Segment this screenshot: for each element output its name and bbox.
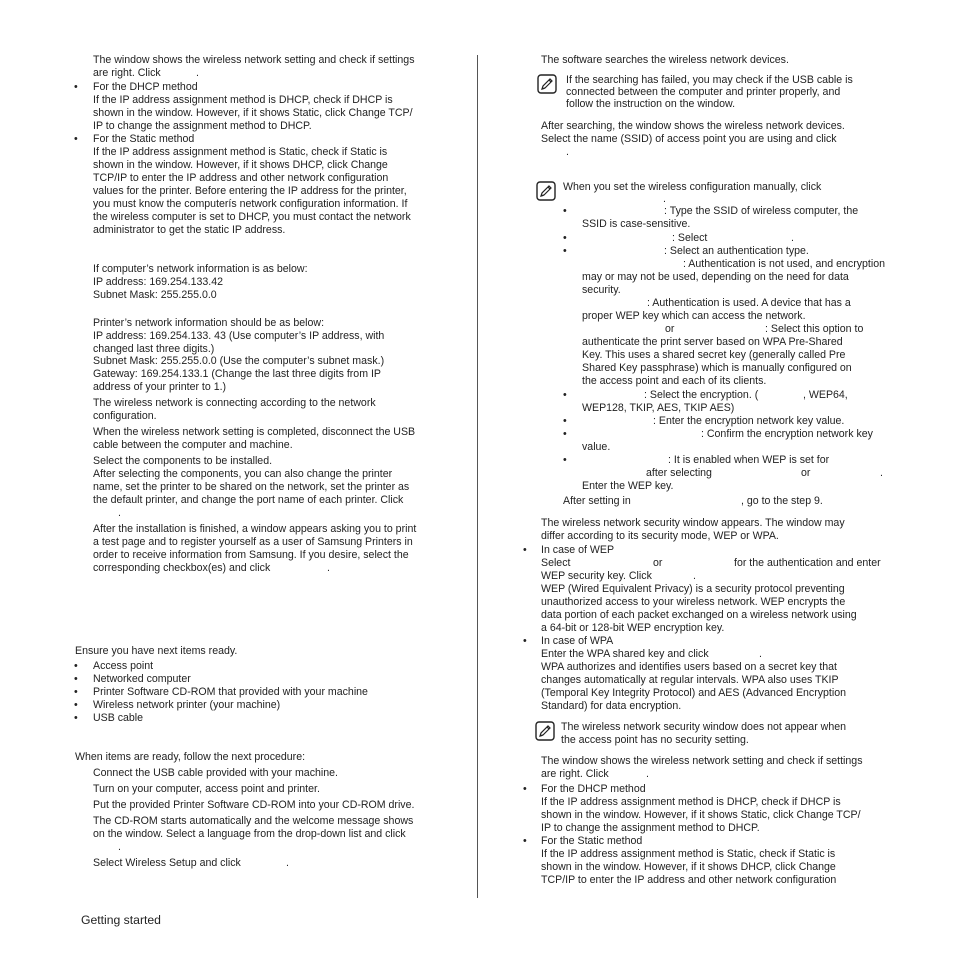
- text-line: a 64-bit or 128-bit WEP encryption key.: [541, 622, 725, 634]
- text-line: If the IP address assignment method is Static, check if Static is: [93, 146, 388, 158]
- period: .: [646, 768, 649, 780]
- text-line: data portion of each packet exchanged on a wireless network using: [541, 609, 857, 621]
- bullet: •: [563, 232, 567, 244]
- text-line: : Select the encryption. (: [644, 389, 759, 401]
- list-item: Networked computer: [93, 673, 191, 685]
- list-item: Wireless network printer (your machine): [93, 699, 281, 711]
- text-line: Select the name (SSID) of access point you are using and click: [541, 133, 837, 145]
- text-line: Gateway: 169.254.133.1 (Change the last three digits from IP: [93, 368, 381, 380]
- text-line: The wireless network security window appears. The window may: [541, 517, 845, 529]
- text-line: Subnet Mask: 255.255.0.0: [93, 289, 217, 301]
- text-line: Select the components to be installed.: [93, 455, 273, 467]
- period: .: [880, 467, 883, 479]
- text-line: shown in the window. However, if it shows DHCP, click Change: [93, 159, 388, 171]
- list-item: Access point: [93, 660, 154, 672]
- text-line: SSID is case-sensitive.: [582, 218, 691, 230]
- period: .: [791, 232, 794, 244]
- bullet: •: [523, 544, 527, 556]
- period: .: [118, 841, 121, 853]
- text-line: IP to change the assignment method to DHCP.: [541, 822, 760, 834]
- text-line: Ensure you have next items ready.: [75, 645, 238, 657]
- text-line: Select: [541, 557, 571, 569]
- text-line: for the authentication and enter: [734, 557, 881, 569]
- text-line: or: [665, 323, 675, 335]
- text-line: (Temporal Key Integrity Protocol) and AES (Advanced Encryption: [541, 687, 847, 699]
- text-line: name, set the printer to be shared on the network, set the printer as: [93, 481, 410, 493]
- text-line: the default printer, and change the port name of each printer. Click: [93, 494, 404, 506]
- text-line: are right. Click: [541, 768, 609, 780]
- text-line: The window shows the wireless network setting and check if settings: [93, 54, 415, 66]
- text-line: address of your printer to 1.): [93, 381, 227, 393]
- text-line: After the installation is finished, a window appears asking you to print: [93, 523, 417, 535]
- text-line: changed last three digits.): [93, 343, 215, 355]
- text-line: you must know the computerís network configuration information. If: [93, 198, 408, 210]
- list-item: Printer Software CD-ROM that provided with your machine: [93, 686, 368, 698]
- bullet: •: [74, 133, 78, 145]
- note-text: connected between the computer and printer properly, and: [566, 86, 841, 98]
- text-line: WEP (Wired Equivalent Privacy) is a security protocol preventing: [541, 583, 845, 595]
- text-line: Enter the WEP key.: [582, 480, 674, 492]
- text-line: The software searches the wireless network devices.: [541, 54, 789, 66]
- note-text: If the searching has failed, you may check if the USB cable is: [566, 74, 853, 86]
- period: .: [118, 507, 121, 519]
- text-line: a test page and to register yourself as a user of Samsung Printers in: [93, 536, 413, 548]
- text-line: Key. This uses a shared secret key (generally called Pre: [582, 349, 846, 361]
- bullet: •: [523, 635, 527, 647]
- text-line: When items are ready, follow the next procedure:: [75, 751, 306, 763]
- text-line: shown in the window. However, if it shows Static, click Change TCP/: [93, 107, 413, 119]
- bullet: •: [74, 673, 78, 685]
- text-line: : Select an authentication type.: [664, 245, 809, 257]
- text-line: : Authentication is used. A device that has a: [647, 297, 851, 309]
- text-line: shown in the window. However, if it shows Static, click Change TCP/: [541, 809, 861, 821]
- text-line: Shared Key passphrase) which is manually configured on: [582, 362, 852, 374]
- list-item: USB cable: [93, 712, 144, 724]
- text-line: TCP/IP to enter the IP address and other network configuration: [93, 172, 389, 184]
- text-line: security.: [582, 284, 621, 296]
- bullet: •: [523, 783, 527, 795]
- text-line: If the IP address assignment method is Static, check if Static is: [541, 848, 836, 860]
- text-line: WEP128, TKIP, AES, TKIP AES): [582, 402, 735, 414]
- text-line: proper WEP key which can access the network.: [582, 310, 806, 322]
- text-line: : Select this option to: [765, 323, 864, 335]
- text-line: value.: [582, 441, 611, 453]
- bullet: •: [74, 660, 78, 672]
- text-line: , WEP64,: [803, 389, 848, 401]
- text-line: : Authentication is not used, and encryption: [683, 258, 886, 270]
- text-line: For the DHCP method: [541, 783, 646, 795]
- note-text: the access point has no security setting.: [561, 734, 749, 746]
- text-line: differ according to its security mode, WEP or WPA.: [541, 530, 779, 542]
- text-line: If the IP address assignment method is DHCP, check if DHCP is: [541, 796, 841, 808]
- text-line: : Enter the encryption network key value.: [653, 415, 845, 427]
- text-line: are right. Click: [93, 67, 161, 79]
- text-line: If the IP address assignment method is DHCP, check if DHCP is: [93, 94, 393, 106]
- bullet: •: [563, 454, 567, 466]
- text-line: When the wireless network setting is completed, disconnect the USB: [93, 426, 416, 438]
- text-line: Turn on your computer, access point and printer.: [93, 783, 320, 795]
- text-line: the wireless computer is set to DHCP, you must contact the network: [93, 211, 411, 223]
- text-line: The window shows the wireless network setting and check if settings: [541, 755, 863, 767]
- text-line: IP to change the assignment method to DHCP.: [93, 120, 312, 132]
- period: .: [663, 193, 666, 205]
- note-text: When you set the wireless configuration manually, click: [563, 181, 822, 193]
- text-line: unauthorized access to your wireless network. WEP encrypts the: [541, 596, 846, 608]
- text-line: For the DHCP method: [93, 81, 198, 93]
- note-icon: [536, 181, 556, 201]
- text-line: IP address: 169.254.133.42: [93, 276, 223, 288]
- bullet: •: [563, 245, 567, 257]
- text-line: After searching, the window shows the wireless network devices.: [541, 120, 845, 132]
- note-text: The wireless network security window does not appear when: [561, 721, 846, 733]
- text-line: : Select: [672, 232, 708, 244]
- bullet: •: [74, 712, 78, 724]
- text-line: The CD-ROM starts automatically and the welcome message shows: [93, 815, 414, 827]
- bullet: •: [563, 415, 567, 427]
- period: .: [286, 857, 289, 869]
- text-line: or: [653, 557, 663, 569]
- text-line: authenticate the print server based on WPA Pre-Shared: [582, 336, 843, 348]
- note-icon: [535, 721, 555, 741]
- bullet: •: [74, 686, 78, 698]
- text-line: cable between the computer and machine.: [93, 439, 293, 451]
- text-line: values for the printer. Before entering the IP address for the printer,: [93, 185, 407, 197]
- text-line: : Confirm the encryption network key: [701, 428, 873, 440]
- bullet: •: [563, 389, 567, 401]
- text-line: After setting in: [563, 495, 631, 507]
- note-text: follow the instruction on the window.: [566, 98, 736, 110]
- text-line: For the Static method: [541, 835, 643, 847]
- text-line: on the window. Select a language from the drop-down list and click: [93, 828, 406, 840]
- text-line: For the Static method: [93, 133, 195, 145]
- text-line: order to receive information from Samsung. If you desire, select the: [93, 549, 409, 561]
- note-icon: [537, 74, 557, 94]
- bullet: •: [74, 699, 78, 711]
- text-line: WEP security key. Click: [541, 570, 652, 582]
- text-line: TCP/IP to enter the IP address and other network configuration: [541, 874, 837, 886]
- text-line: the access point and each of its clients.: [582, 375, 767, 387]
- text-line: configuration.: [93, 410, 157, 422]
- text-line: administrator to get the static IP address.: [93, 224, 286, 236]
- text-line: The wireless network is connecting according to the network: [93, 397, 376, 409]
- text-line: after selecting: [646, 467, 712, 479]
- text-line: corresponding checkbox(es) and click: [93, 562, 271, 574]
- text-line: Printer’s network information should be as below:: [93, 317, 325, 329]
- text-line: In case of WEP: [541, 544, 615, 556]
- text-line: IP address: 169.254.133. 43 (Use computer’s IP address, with: [93, 330, 385, 342]
- period: .: [327, 562, 330, 574]
- column-divider: [477, 55, 478, 898]
- text-line: Standard) for data encryption.: [541, 700, 682, 712]
- text-line: In case of WPA: [541, 635, 614, 647]
- bullet: •: [74, 81, 78, 93]
- bullet: •: [563, 428, 567, 440]
- period: .: [196, 67, 199, 79]
- text-line: WPA authorizes and identifies users based on a secret key that: [541, 661, 838, 673]
- period: .: [566, 146, 569, 158]
- text-line: Enter the WPA shared key and click: [541, 648, 709, 660]
- period: .: [759, 648, 762, 660]
- text-line: , go to the step 9.: [741, 495, 823, 507]
- text-line: shown in the window. However, if it shows DHCP, click Change: [541, 861, 836, 873]
- text-line: Subnet Mask: 255.255.0.0 (Use the computer’s subnet mask.): [93, 355, 385, 367]
- text-line: may or may not be used, depending on the need for data: [582, 271, 849, 283]
- text-line: After selecting the components, you can also change the printer: [93, 468, 393, 480]
- text-line: : It is enabled when WEP is set for: [668, 454, 830, 466]
- text-line: or: [801, 467, 811, 479]
- text-line: Put the provided Printer Software CD-ROM into your CD-ROM drive.: [93, 799, 415, 811]
- bullet: •: [563, 205, 567, 217]
- text-line: changes automatically at regular intervals. WPA also uses TKIP: [541, 674, 839, 686]
- bullet: •: [523, 835, 527, 847]
- text-line: Select Wireless Setup and click: [93, 857, 241, 869]
- text-line: If computer’s network information is as below:: [93, 263, 308, 275]
- footer-section-title: Getting started: [81, 913, 161, 927]
- text-line: : Type the SSID of wireless computer, the: [664, 205, 859, 217]
- period: .: [693, 570, 696, 582]
- text-line: Connect the USB cable provided with your machine.: [93, 767, 338, 779]
